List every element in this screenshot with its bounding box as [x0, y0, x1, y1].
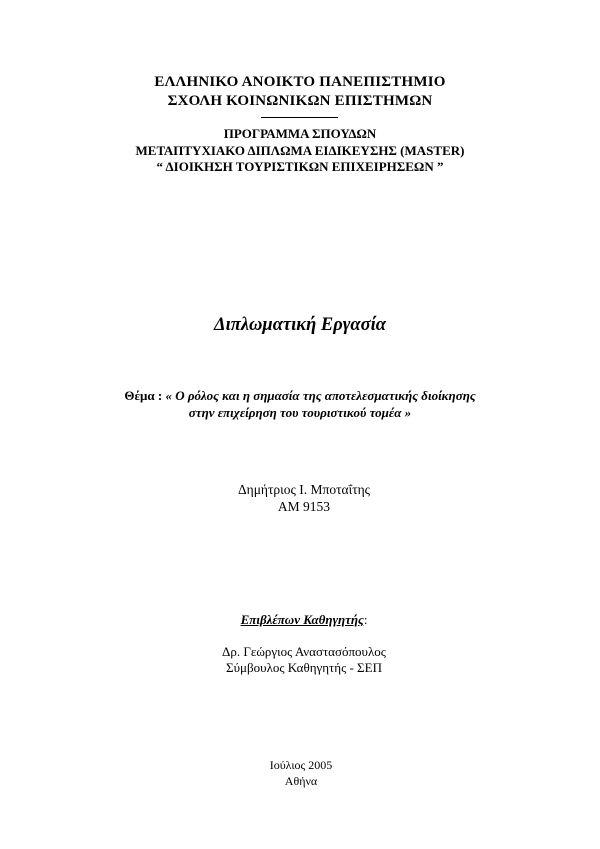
supervisor-title: Σύμβουλος Καθηγητής - ΣΕΠ: [226, 660, 382, 675]
supervisor-heading: Επιβλέπων Καθηγητής: [240, 612, 364, 627]
supervisor-info: [0, 612, 600, 676]
supervisor-spacer: [8, 628, 600, 644]
university-header: [0, 73, 600, 111]
specialization-title: “ ΔΙΟΙΚΗΣΗ ΤΟΥΡΙΣΤΙΚΩΝ ΕΠΙΧΕΙΡΗΣΕΩΝ ”: [156, 159, 444, 174]
author-name: Δημήτριος Ι. Μποταΐτης: [237, 482, 371, 497]
program-title: ΠΡΟΓΡΑΜΜΑ ΣΠΟΥΔΩΝ: [223, 126, 377, 141]
date-place: [0, 757, 600, 789]
place-text: Αθήνα: [284, 774, 318, 788]
date-text: Ιούλιος 2005: [269, 758, 333, 772]
school-name: ΣΧΟΛΗ ΚΟΙΝΩΝΙΚΩΝ ΕΠΙΣΤΗΜΩΝ: [167, 93, 433, 109]
subject-line-1: [0, 387, 600, 404]
program-info: [0, 126, 600, 176]
supervisor-heading-colon: :: [363, 612, 368, 627]
university-name: ΕΛΛΗΝΙΚΟ ΑΝΟΙΚΤΟ ΠΑΝΕΠΙΣΤΗΜΙΟ: [154, 74, 446, 90]
supervisor-heading-line: [8, 612, 600, 628]
subject-text-1: « Ο ρόλος και η σημασία της αποτελεσματικής διοίκησης: [162, 388, 476, 403]
degree-title: ΜΕΤΑΠΤΥΧΙΑΚΟ ΔΙΠΛΩΜΑ ΕΙΔΙΚΕΥΣΗΣ (MASTER): [135, 142, 465, 158]
thesis-type-title: [0, 313, 600, 337]
author-info: [0, 481, 600, 515]
thesis-subject: [0, 387, 600, 421]
subject-text-2: στην επιχείρηση του τουριστικού τομέα »: [188, 405, 412, 420]
supervisor-name: Δρ. Γεώργιος Αναστασόπουλος: [222, 644, 386, 659]
subject-label: Θέμα :: [124, 388, 163, 403]
thesis-type-text: Διπλωματική Εργασία: [213, 315, 387, 335]
header-divider: [261, 117, 338, 118]
student-id: ΑΜ 9153: [277, 499, 331, 514]
